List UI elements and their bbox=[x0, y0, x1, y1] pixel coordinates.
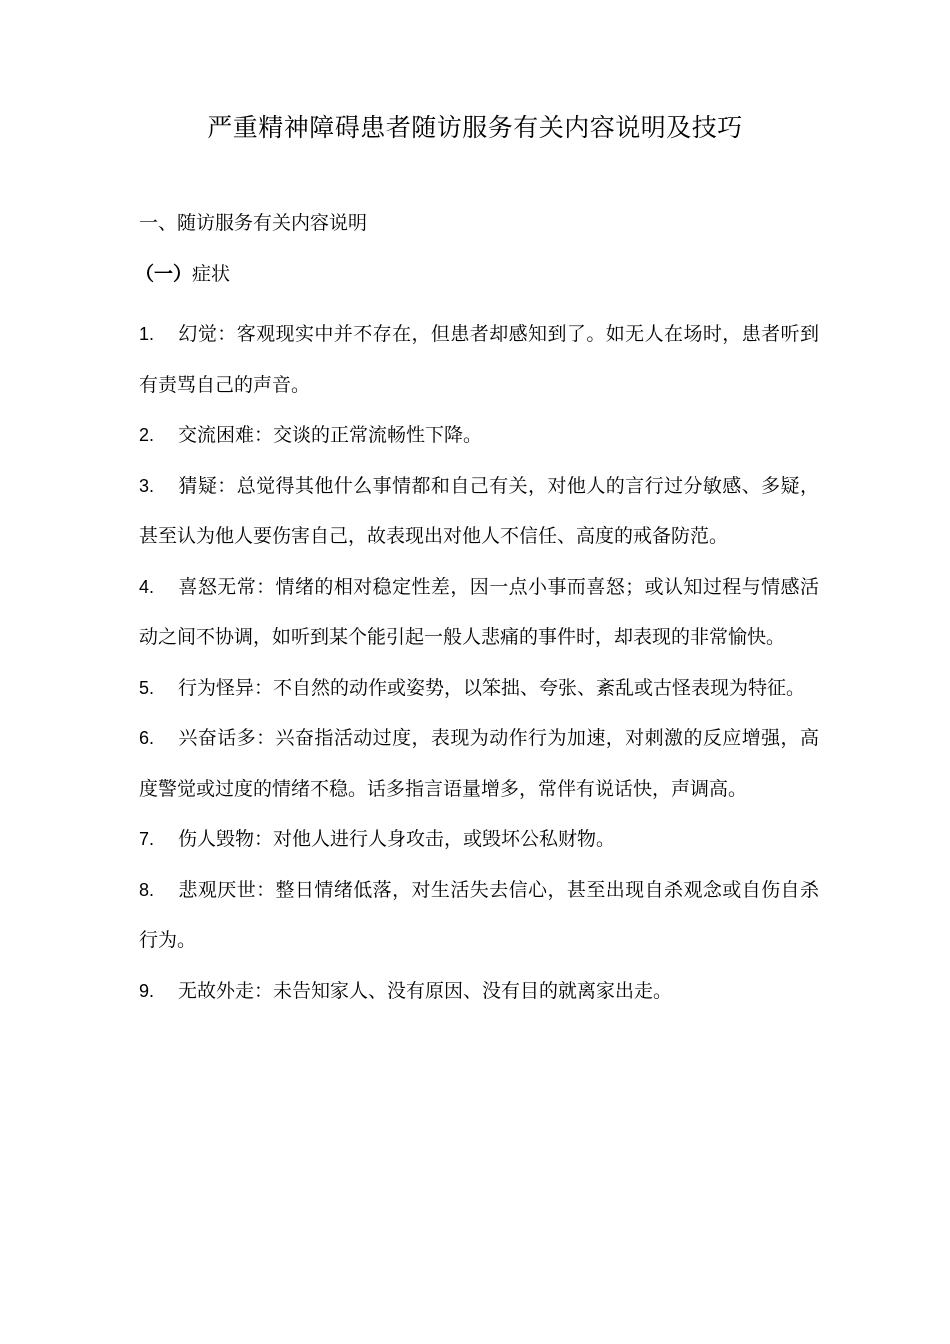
item-text: 交流困难：交谈的正常流畅性下降。 bbox=[178, 424, 483, 446]
item-text: 行为怪异：不自然的动作或姿势，以笨拙、夸张、紊乱或古怪表现为特征。 bbox=[178, 676, 806, 699]
document-title: 严重精神障碍患者随访服务有关内容说明及技巧 bbox=[207, 113, 743, 142]
item-number: 9. bbox=[139, 980, 155, 1001]
list-item bbox=[139, 814, 819, 865]
list-item bbox=[139, 309, 819, 410]
list-item bbox=[139, 663, 819, 714]
subsection-label: 症状 bbox=[192, 263, 231, 285]
item-number: 8. bbox=[139, 879, 155, 900]
section-heading: 一、随访服务有关内容说明 bbox=[139, 212, 368, 234]
list-item bbox=[139, 865, 819, 966]
item-text: 喜怒无常：情绪的相对稳定性差，因一点小事而喜怒；或认知过程与情感活动之间不协调，如听到某个能引起一般人悲痛的事件时，却表现的非常愉快。 bbox=[139, 575, 819, 648]
list-item bbox=[139, 562, 819, 663]
list-item bbox=[139, 713, 819, 814]
list-item bbox=[139, 966, 819, 1017]
item-number: 5. bbox=[139, 677, 155, 698]
item-text: 兴奋话多：兴奋指活动过度，表现为动作行为加速，对刺激的反应增强，高度警觉或过度的情绪不稳。话多指言语量增多，常伴有说话快，声调高。 bbox=[139, 727, 819, 800]
subsection-heading bbox=[135, 259, 230, 289]
item-text: 猜疑：总觉得其他什么事情都和自己有关，对他人的言行过分敏感、多疑，甚至认为他人要伤害自己，故表现出对他人不信任、高度的戒备防范。 bbox=[139, 474, 819, 547]
item-text: 伤人毁物：对他人进行人身攻击，或毁坏公私财物。 bbox=[178, 828, 616, 850]
list-item bbox=[139, 461, 819, 562]
item-number: 3. bbox=[139, 475, 155, 496]
item-text: 幻觉：客观现实中并不存在，但患者却感知到了。如无人在场时，患者听到有责骂自己的声音。 bbox=[139, 323, 819, 396]
item-text: 无故外走：未告知家人、没有原因、没有目的就离家出走。 bbox=[178, 979, 673, 1002]
item-number: 7. bbox=[139, 829, 155, 849]
symptom-list bbox=[139, 309, 819, 1016]
item-number: 6. bbox=[139, 728, 155, 748]
list-item bbox=[139, 410, 819, 461]
item-number: 4. bbox=[139, 576, 155, 597]
item-number: 2. bbox=[139, 425, 155, 445]
item-text: 悲观厌世：整日情绪低落，对生活失去信心，甚至出现自杀观念或自伤自杀行为。 bbox=[139, 878, 819, 951]
subsection-number: （一） bbox=[135, 263, 193, 285]
item-number: 1. bbox=[139, 324, 155, 344]
